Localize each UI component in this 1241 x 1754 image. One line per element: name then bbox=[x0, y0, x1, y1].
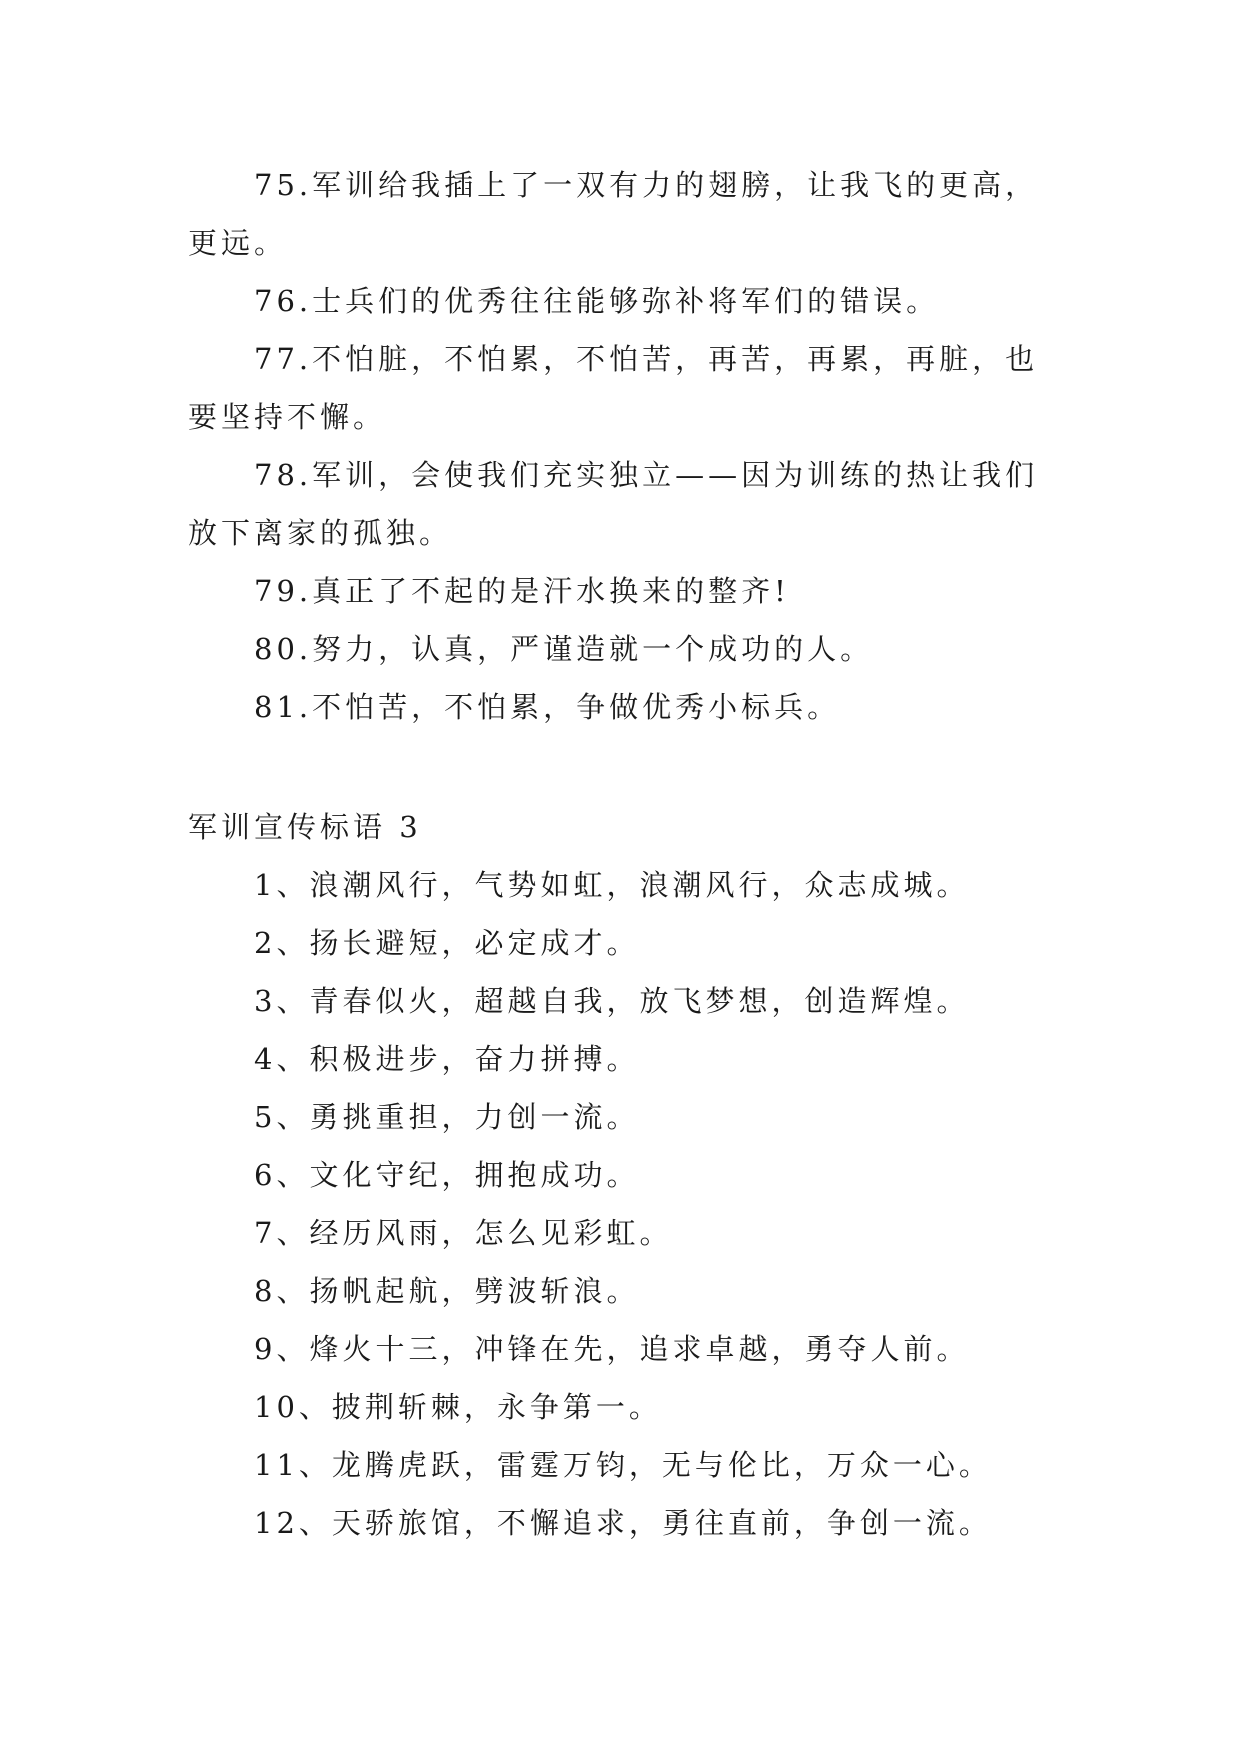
slogan-item-6: 6、文化守纪，拥抱成功。 bbox=[254, 1158, 640, 1192]
slogan-item-10: 10、披荆斩棘，永争第一。 bbox=[254, 1390, 662, 1424]
slogan-item-7: 7、经历风雨，怎么见彩虹。 bbox=[254, 1216, 673, 1250]
slogan-item-5: 5、勇挑重担，力创一流。 bbox=[254, 1100, 640, 1134]
paragraph-80: 80.努力，认真，严谨造就一个成功的人。 bbox=[254, 632, 874, 666]
slogan-item-9: 9、烽火十三，冲锋在先，追求卓越，勇夺人前。 bbox=[254, 1332, 970, 1366]
slogan-item-4: 4、积极进步，奋力拼搏。 bbox=[254, 1042, 640, 1076]
slogan-item-3: 3、青春似火，超越自我，放飞梦想，创造辉煌。 bbox=[254, 984, 970, 1018]
paragraph-77: 77.不怕脏，不怕累，不怕苦，再苦，再累，再脏，也要坚持不懈。 bbox=[188, 342, 1039, 434]
paragraph-78: 78.军训，会使我们充实独立——因为训练的热让我们放下离家的孤独。 bbox=[188, 458, 1039, 550]
section-heading: 军训宣传标语 3 bbox=[188, 810, 422, 844]
slogan-item-8: 8、扬帆起航，劈波斩浪。 bbox=[254, 1274, 640, 1308]
slogan-item-12: 12、天骄旅馆，不懈追求，勇往直前，争创一流。 bbox=[254, 1506, 992, 1540]
paragraph-81: 81.不怕苦，不怕累，争做优秀小标兵。 bbox=[254, 690, 841, 724]
slogan-item-2: 2、扬长避短，必定成才。 bbox=[254, 926, 640, 960]
paragraph-79: 79.真正了不起的是汗水换来的整齐! bbox=[254, 574, 790, 608]
slogan-list-part-1 bbox=[188, 156, 1056, 736]
slogan-list-part-2 bbox=[188, 856, 1056, 1552]
paragraph-76: 76.士兵们的优秀往往能够弥补将军们的错误。 bbox=[254, 284, 940, 318]
slogan-item-1: 1、浪潮风行，气势如虹，浪潮风行，众志成城。 bbox=[254, 868, 970, 902]
slogan-item-11: 11、龙腾虎跃，雷霆万钧，无与伦比，万众一心。 bbox=[254, 1448, 992, 1482]
paragraph-75: 75.军训给我插上了一双有力的翅膀，让我飞的更高，更远。 bbox=[188, 168, 1039, 260]
